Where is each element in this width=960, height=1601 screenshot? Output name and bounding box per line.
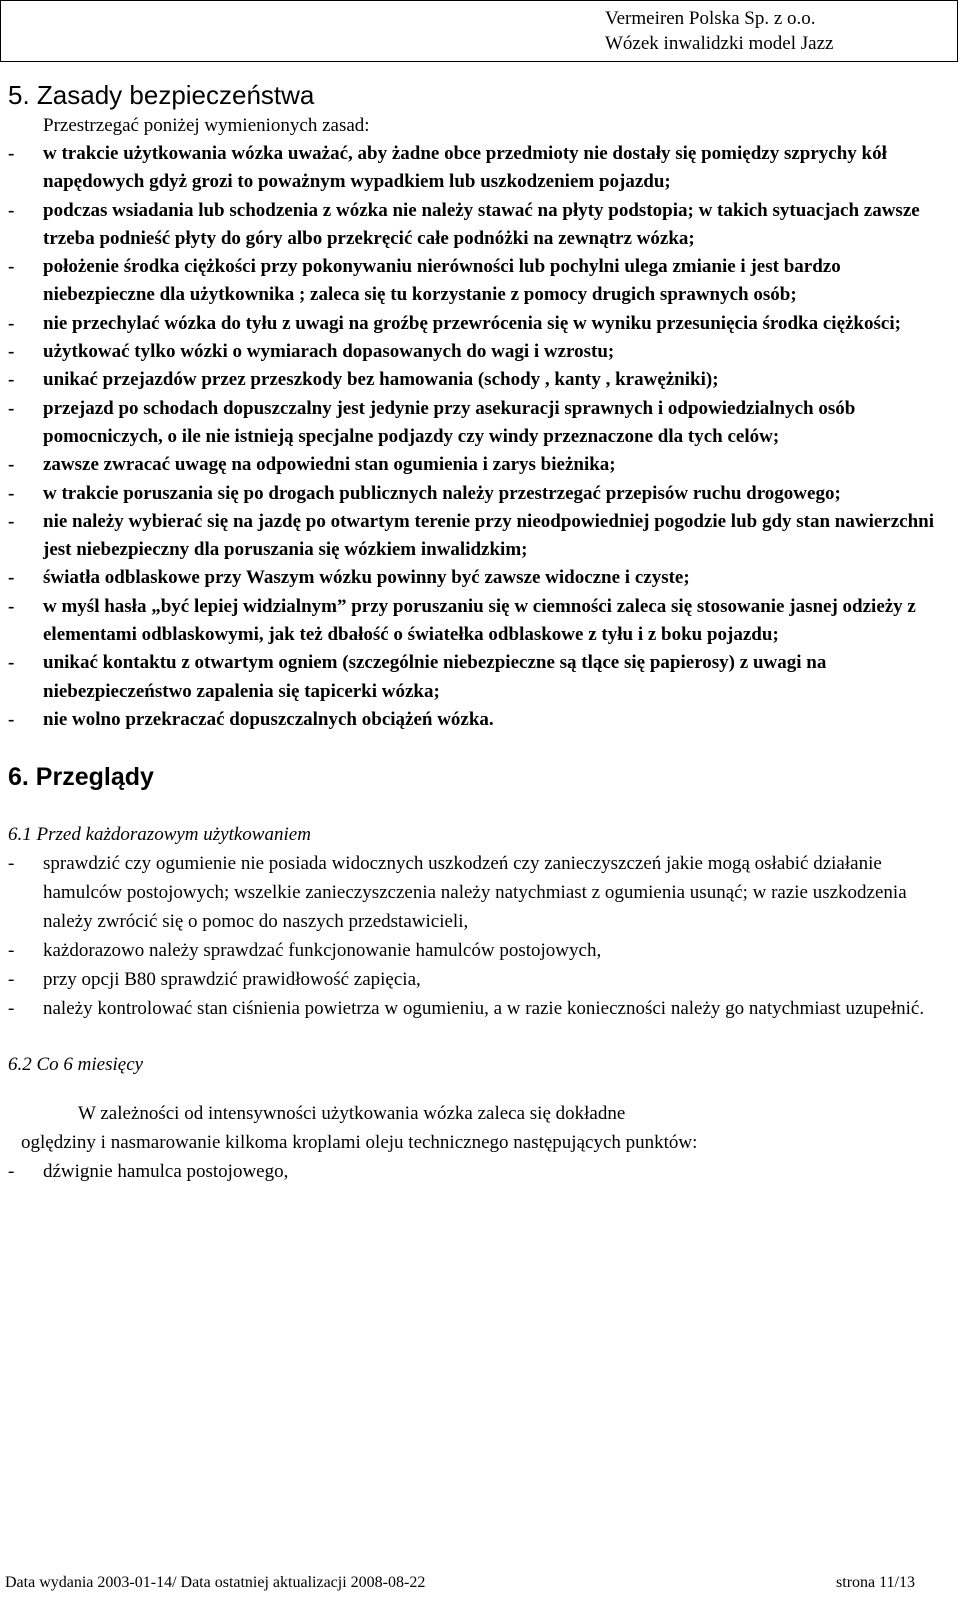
bullet-dash: - bbox=[8, 1161, 15, 1183]
list-item bbox=[8, 480, 948, 508]
list-item-text: w trakcie użytkowania wózka uważać, aby żadne obce przedmioty nie dostały się pomiędzy szprychy kół napędowych gdyż grozi to poważnym wypadkiem lub uszkodzeniem pojazdu; bbox=[43, 143, 887, 193]
list-item-text: unikać kontaktu z otwartym ogniem (szczególnie niebezpieczne są tlące się papierosy) z uwagi na niebezpieczeństwo zapalenia się tapicerki wózka; bbox=[43, 652, 827, 702]
bullet-dash: - bbox=[8, 341, 15, 363]
list-item-text: każdorazowo należy sprawdzać funkcjonowanie hamulców postojowych, bbox=[43, 940, 602, 962]
bullet-dash: - bbox=[8, 853, 15, 875]
bullet-dash: - bbox=[8, 969, 15, 991]
list-item-text: unikać przejazdów przez przeszkody bez hamowania (schody , kanty , krawężniki); bbox=[43, 369, 719, 391]
list-item-text: użytkować tylko wózki o wymiarach dopasowanych do wagi i wzrostu; bbox=[43, 341, 615, 363]
bullet-dash: - bbox=[8, 940, 15, 962]
section-5-intro: Przestrzegać poniżej wymienionych zasad: bbox=[43, 115, 370, 136]
list-item bbox=[8, 451, 948, 479]
list-item bbox=[8, 564, 948, 592]
section-6-title: 6. Przeglądy bbox=[8, 763, 154, 792]
list-item bbox=[8, 965, 948, 994]
list-item-text: położenie środka ciężkości przy pokonywaniu nierówności lub pochylni ulega zmianie i jest bardzo niebezpieczne dla użytkownika ; zaleca się tu korzystanie z pomocy drugich sprawnych osób; bbox=[43, 256, 841, 306]
page-number: strona 11/13 bbox=[836, 1574, 915, 1591]
bullet-dash: - bbox=[8, 143, 15, 164]
list-item bbox=[8, 936, 948, 965]
list-item-text: nie należy wybierać się na jazdę po otwartym terenie przy nieodpowiedniej pogodzie lub gdy stan nawierzchni jest niebezpieczny dla poruszania się wózkiem inwalidzkim; bbox=[43, 510, 935, 561]
bullet-dash: - bbox=[8, 256, 15, 278]
section-5-title: 5. Zasady bezpieczeństwa bbox=[8, 80, 315, 110]
footer-dates: Data wydania 2003-01-14/ Data ostatniej aktualizacji 2008-08-22 bbox=[5, 1574, 426, 1591]
subsection-6-2-title: 6.2 Co 6 miesięcy bbox=[8, 1054, 144, 1076]
list-item bbox=[8, 593, 948, 650]
list-item-text: nie przechylać wózka do tyłu z uwagi na groźbę przewrócenia się w wyniku przesunięcia środka ciężkości; bbox=[43, 312, 901, 334]
header-company: Vermeiren Polska Sp. z o.o. bbox=[605, 8, 816, 29]
list-item bbox=[8, 849, 948, 936]
list-item bbox=[8, 197, 948, 254]
bullet-dash: - bbox=[8, 708, 15, 730]
safety-rules-list bbox=[8, 140, 948, 734]
list-item bbox=[8, 310, 948, 338]
list-item bbox=[8, 508, 948, 565]
bullet-dash: - bbox=[8, 397, 15, 419]
list-item bbox=[8, 366, 948, 394]
list-item bbox=[8, 994, 948, 1023]
bullet-dash: - bbox=[8, 567, 15, 589]
bullet-dash: - bbox=[8, 998, 15, 1020]
list-item bbox=[8, 338, 948, 366]
list-item bbox=[8, 140, 948, 197]
paragraph-line: oględziny i nasmarowanie kilkoma kroplami oleju technicznego następujących punktów: bbox=[21, 1132, 698, 1154]
list-item bbox=[8, 706, 948, 734]
bullet-dash: - bbox=[8, 199, 15, 221]
list-item-text: w myśl hasła „być lepiej widzialnym” przy poruszaniu się w ciemności zaleca się stosowanie jasnej odzieży z elementami odblaskowymi, jak też dbałość o światełka odblaskowe z tyłu i z boku pojazdu; bbox=[43, 595, 916, 646]
bullet-dash: - bbox=[8, 369, 15, 391]
header-product: Wózek inwalidzki model Jazz bbox=[605, 33, 834, 54]
bullet-dash: - bbox=[8, 595, 15, 617]
document-body bbox=[8, 78, 948, 1186]
list-item bbox=[8, 253, 948, 310]
list-item-text: w trakcie poruszania się po drogach publicznych należy przestrzegać przepisów ruchu drogowego; bbox=[43, 482, 841, 504]
subsection-6-1-title: 6.1 Przed każdorazowym użytkowaniem bbox=[8, 824, 311, 846]
bullet-dash: - bbox=[8, 482, 15, 504]
bullet-dash: - bbox=[8, 454, 15, 476]
list-item-text: światła odblaskowe przy Waszym wózku powinny być zawsze widoczne i czyste; bbox=[43, 567, 690, 589]
list-item-text: przejazd po schodach dopuszczalny jest jedynie przy asekuracji sprawnych i odpowiedzialnych osób pomocniczych, o ile nie istnieją specjalne podjazdy czy windy przeznaczone dla tych celów; bbox=[43, 397, 856, 447]
paragraph-line: W zależności od intensywności użytkowania wózka zaleca się dokładne bbox=[78, 1103, 626, 1125]
list-item-text: zawsze zwracać uwagę na odpowiedni stan ogumienia i zarys bieżnika; bbox=[43, 454, 616, 476]
list-item bbox=[8, 649, 948, 706]
list-item-text: należy kontrolować stan ciśnienia powietrza w ogumieniu, a w razie konieczności należy go natychmiast uzupełnić. bbox=[43, 998, 925, 1020]
list-item bbox=[8, 1157, 948, 1186]
pre-use-checks-list bbox=[8, 849, 948, 1023]
six-month-checks-list bbox=[8, 1157, 948, 1186]
page-header bbox=[0, 0, 958, 62]
bullet-dash: - bbox=[8, 312, 15, 334]
bullet-dash: - bbox=[8, 652, 15, 674]
list-item-text: podczas wsiadania lub schodzenia z wózka nie należy stawać na płyty podstopia; w takich sytuacjach zawsze trzeba podnieść płyty do góry albo przekręcić całe podnóżki na zewnątrz wózka; bbox=[43, 199, 920, 249]
bullet-dash: - bbox=[8, 510, 15, 532]
subsection-6-2-paragraph bbox=[8, 1099, 948, 1157]
list-item-text: nie wolno przekraczać dopuszczalnych obciążeń wózka. bbox=[43, 708, 494, 730]
list-item-text: sprawdzić czy ogumienie nie posiada widocznych uszkodzeń czy zanieczyszczeń jakie mogą osłabić działanie hamulców postojowych; wszelkie zanieczyszczenia należy natychmiast z ogumienia usunąć; w razie uszkodzenia należy zwrócić się o pomoc do naszych przedstawicieli, bbox=[43, 853, 907, 933]
list-item-text: dźwignie hamulca postojowego, bbox=[43, 1161, 289, 1183]
list-item-text: przy opcji B80 sprawdzić prawidłowość zapięcia, bbox=[43, 969, 421, 991]
list-item bbox=[8, 395, 948, 452]
